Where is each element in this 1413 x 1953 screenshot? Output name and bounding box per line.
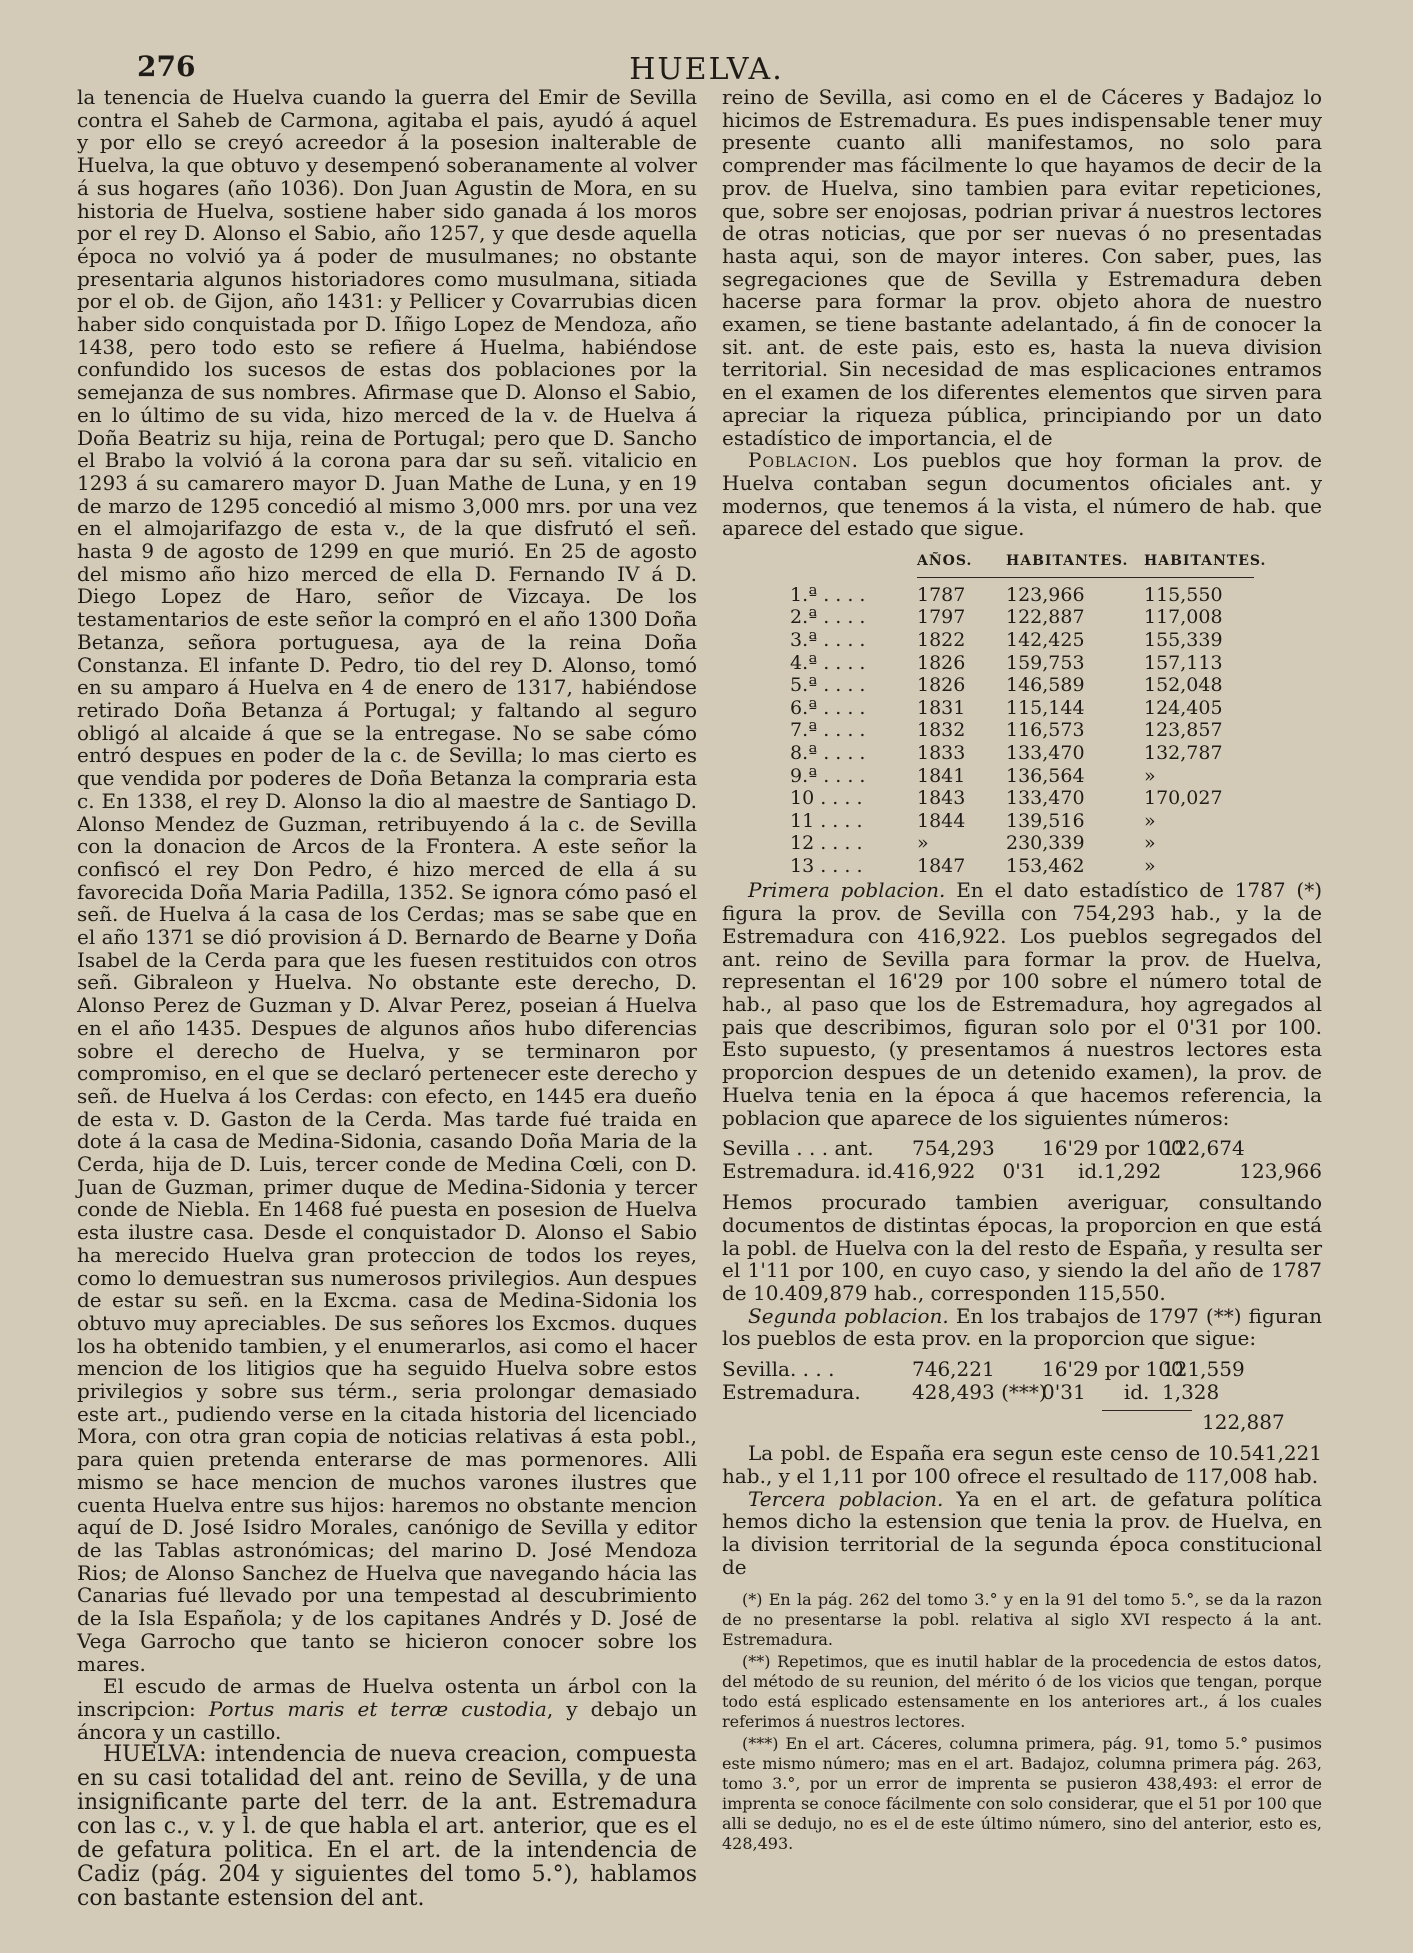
footnote: (***) En el art. Cáceres, columna primera, pág. 91, tomo 5.° pusimos este mismo número; mas en el art. Badajoz, columna primera pág. 263, tomo 3.°, por un error de imprenta se pusieron 438,493: el error de imprenta se conoce fácilmente con solo considerar, que el 51 por 100 que alli se dedujo, no es el de este último número, sino del anterior, esto es, 428,493. <box>722 1734 1322 1854</box>
footnote: (*) En la pág. 262 del tomo 3.° y en la 91 del tomo 5.°, se da la razon de no presentarse la pobl. relativa al siglo XVI respecto á la ant. Estremadura. <box>722 1590 1322 1650</box>
table-cell-year: 1831 <box>917 696 966 719</box>
right-column <box>722 86 1322 1856</box>
table-row <box>722 629 1322 652</box>
table-cell-year: 1833 <box>917 741 966 764</box>
table-cell-habitantes-2: 117,008 <box>1144 606 1223 629</box>
table-cell-habitantes-1: 153,462 <box>1006 854 1085 877</box>
calc-total-row <box>722 1411 1322 1434</box>
table-cell-habitantes-1: 133,470 <box>1006 741 1085 764</box>
table-row <box>722 584 1322 607</box>
intendencia-paragraph: HUELVA: intendencia de nueva creacion, compuesta en su casi totalidad del ant. reino de Sevilla, y de una insignificante parte del terr. de la ant. Estremadura con las c., v. y l. de que habla el art. anterior, que es el de gefatura politica. En el art. de la intendencia de Cadiz (pág. 204 y siguientes del tomo 5.°), hablamos con bastante estension del ant. <box>77 1742 697 1912</box>
population-table <box>722 550 1322 877</box>
table-cell-habitantes-1: 142,425 <box>1006 628 1085 651</box>
table-cell-habitantes-1: 122,887 <box>1006 606 1085 629</box>
table-row <box>722 832 1322 855</box>
table-cell-habitantes-1: 136,564 <box>1006 764 1085 787</box>
table-cell-year: 1787 <box>917 583 966 606</box>
table-row <box>722 652 1322 675</box>
intro-paragraph: reino de Sevilla, asi como en el de Cáceres y Badajoz lo hicimos de Estremadura. Es pues indispensable tener muy presente cuanto alli manifestamos, no solo para comprender mas fácilmente lo que hayamos de decir de la prov. de Huelva, sino tambien para evitar repeticiones, que, sobre ser enojosas, podrian privar á nuestros lectores de otras noticias, que por ser nuevas ó no presentadas hasta aqui, son de mayor interes. Con saber, pues, las segregaciones que de Sevilla y Estremadura deben hacerse para formar la prov. objeto ahora de nuestro examen, se tiene bastante adelantado, á fin de conocer la sit. ant. de este pais, esto es, hasta la nueva division territorial. Sin necesidad de mas esplicaciones entramos en el examen de los diferentes elementos que sirven para apreciar la riqueza pública, principiando por un dato estadístico de importancia, el de <box>722 85 1322 450</box>
table-cell-habitantes-1: 139,516 <box>1006 809 1085 832</box>
table-cell-habitantes-1: 230,339 <box>1006 832 1085 855</box>
header-habitantes-1: HABITANTES. <box>992 550 1124 578</box>
table-cell-habitantes-1: 133,470 <box>1006 787 1085 810</box>
segunda-paragraph: Segunda poblacion. En los trabajos de 1797 (**) figuran los pueblos de esta prov. en la proporcion que sigue: <box>722 1303 1322 1351</box>
table-cell-habitantes-2: 124,405 <box>1144 696 1223 719</box>
table-cell-year: 1843 <box>917 787 966 810</box>
calc-row: Estremadura. 428,493 (***) 0'31 id. 1,328 <box>722 1380 1220 1405</box>
calc-row: Estremadura. id. 416,922 0'31 id. 1,292 123,966 <box>722 1159 1322 1184</box>
table-cell-index: 9.ª . . . . <box>790 764 866 787</box>
proporcion-paragraph: Hemos procurado tambien averiguar, consultando documentos de distintas épocas, la proporcion en que está la pobl. de Huelva con la del resto de España, y resulta ser el 1'11 por 100, en cuyo caso, y siendo la del año de 1787 de 10.409,879 hab., corresponden 115,550. <box>722 1190 1322 1306</box>
table-cell-habitantes-1: 146,589 <box>1006 674 1085 697</box>
table-row <box>722 810 1322 833</box>
left-column <box>77 86 697 1911</box>
running-title: HUELVA. <box>629 52 784 87</box>
table-cell-index: 5.ª . . . . <box>790 674 866 697</box>
table-cell-habitantes-2: 152,048 <box>1144 674 1223 697</box>
table-row <box>722 674 1322 697</box>
table-cell-year: 1822 <box>917 628 966 651</box>
table-row <box>722 765 1322 788</box>
table-cell-habitantes-2: 157,113 <box>1144 651 1223 674</box>
table-row <box>722 742 1322 765</box>
calc-row: Sevilla. . . . 746,221 16'29 por 100 121,559 <box>722 1357 1245 1382</box>
table-row <box>722 855 1322 878</box>
table-cell-habitantes-1: 159,753 <box>1006 651 1085 674</box>
table-cell-index: 1.ª . . . . <box>790 583 866 606</box>
calc-row: Sevilla . . . ant. 754,293 16'29 por 100 122,674 <box>722 1136 1245 1161</box>
header-habitantes-2: HABITANTES. <box>1124 550 1254 578</box>
poblacion-lead: Poblacion. <box>748 448 859 473</box>
tercera-lead: Tercera poblacion. <box>748 1486 944 1511</box>
table-cell-habitantes-2: 132,787 <box>1144 741 1223 764</box>
table-row <box>722 719 1322 742</box>
primera-lead: Primera poblacion. <box>748 878 946 903</box>
table-row <box>722 697 1322 720</box>
table-cell-index: 10 . . . . <box>790 787 863 810</box>
table-body <box>722 584 1322 878</box>
table-cell-year: » <box>917 832 929 855</box>
table-cell-habitantes-1: 116,573 <box>1006 719 1085 742</box>
coat-motto: Portus maris et terræ custodia <box>208 1696 547 1721</box>
table-cell-habitantes-2: » <box>1144 809 1156 832</box>
footnotes <box>722 1590 1322 1854</box>
header-years: AÑOS. <box>917 550 992 578</box>
table-cell-habitantes-2: 115,550 <box>1144 583 1223 606</box>
table-row <box>722 787 1322 810</box>
poblacion-paragraph: Poblacion. Los pueblos que hoy forman la prov. de Huelva contaban segun documentos oficiales ant. y modernos, que tenemos á la vista, el número de hab. que aparece del estado que sigue. <box>722 448 1322 541</box>
table-cell-index: 4.ª . . . . <box>790 651 866 674</box>
table-cell-year: 1832 <box>917 719 966 742</box>
table-cell-year: 1841 <box>917 764 966 787</box>
footnote: (**) Repetimos, que es inutil hablar de la procedencia de estos datos, del método de su reunion, del mérito ó de los vicios que tengan, porque todo está esplicado estensamente en los anteriores art., á los cuales referimos á nuestros lectores. <box>722 1652 1322 1732</box>
table-cell-index: 3.ª . . . . <box>790 628 866 651</box>
table-cell-habitantes-2: » <box>1144 764 1156 787</box>
table-cell-year: 1844 <box>917 809 966 832</box>
section-lead: HUELVA <box>103 1742 200 1768</box>
table-cell-index: 12 . . . . <box>790 832 863 855</box>
history-paragraph: la tenencia de Huelva cuando la guerra del Emir de Sevilla contra el Saheb de Carmona, agitaba el pais, ayudó á aquel y por ello se creyó acreedor á la posesion inalterable de Huelva, la que obtuvo y desempenó soberanamente al volver á sus hogares (año 1036). Don Juan Agustin de Mora, en su historia de Huelva, sostiene haber sido ganada á los moros por el rey D. Alonso el Sabio, año 1257, y que desde aquella época no volvió ya á poder de musulmanes; no obstante presentaria algunos historiadores como musulmana, sitiada por el ob. de Gijon, año 1431: y Pellicer y Covarrubias dicen haber sido conquistada por D. Iñigo Lopez de Mendoza, año 1438, pero todo esto se refiere á Huelma, habiéndose confundido los sucesos de estas dos poblaciones por la semejanza de sus nombres. Afirmase que D. Alonso el Sabio, en lo último de su vida, hizo merced de la v. de Huelva á Doña Beatriz su hija, reina de Portugal; pero que D. Sancho el Brabo la volvió á la corona para dar su señ. vitalicio en 1293 á su camarero mayor D. Juan Mathe de Luna, y en 19 de marzo de 1295 concedió al mismo 3,000 mrs. por una vez en el almojarifazgo de esta v., de la que disfrutó el señ. hasta 9 de agosto de 1299 en que murió. En 25 de agosto del mismo año hizo merced de ella D. Fernando IV á D. Diego Lopez de Haro, señor de Vizcaya. De los testamentarios de este señor la compró en el año 1300 Doña Betanza, señora portuguesa, aya de la reina Doña Constanza. El infante D. Pedro, tio del rey D. Alonso, tomó en su amparo á Huelva en 4 de enero de 1317, habiéndose retirado Doña Betanza á Portugal; y faltando al seguro obligó al alcaide á que se la entregase. No se sabe cómo entró despues en poder de la c. de Sevilla; lo mas cierto es que vendida por poderes de Doña Betanza la compraria esta c. En 1338, el rey D. Alonso la dio al maestre de Santiago D. Alonso Mendez de Guzman, retribuyendo á la c. de Sevilla con la donacion de Arcos de la Frontera. A este señor la confiscó el rey Don Pedro, é hizo merced de ella á su favorecida Doña Maria Padilla, 1352. Se ignora cómo pasó el señ. de Huelva á la casa de los Cerdas; mas se sabe que en el año 1371 se dió provision á D. Bernardo de Bearne y Doña Isabel de la Cerda para que les fuesen restituidos con otros señ. Gibraleon y Huelva. No obstante este derecho, D. Alonso Perez de Guzman y D. Alvar Perez, poseian á Huelva en el año 1435. Despues de algunos años hubo diferencias sobre el derecho de Huelva, y se terminaron por compromiso, en el que se declaró pertenecer este derecho y señ. de Huelva á los Cerdas: con efecto, en 1445 era dueño de esta v. D. Gaston de la Cerda. Mas tarde fué traida en dote á la casa de Medina-Sidonia, casando Doña Maria de la Cerda, hija de D. Luis, tercer conde de Medina Cœli, con D. Juan de Guzman, primer duque de Medina-Sidonia y tercer conde de Niebla. En 1468 fué puesta en posesion de Huelva esta ilustre casa. Desde el conquistador D. Alonso el Sabio ha merecido Huelva gran proteccion de todos los reyes, como lo demuestran sus numerosos privilegios. Aun despues de estar su señ. en la Excma. casa de Medina-Sidonia los obtuvo muy apreciables. De sus señores los Excmos. duques los ha obtenido tambien, y el enumerarlos, asi como el hacer mencion de los litigios que ha seguido Huelva sobre estos privilegios y sobre sus térm., seria prolongar demasiado este art., pudiendo verse en la citada historia del licenciado Mora, con otra gran copia de noticias relativas á esta pobl., para quien pretenda enterarse de mas pormenores. Alli mismo se hace mencion de muchos varones ilustres que cuenta Huelva entre sus hijos: haremos no obstante mencion aquí de D. José Isidro Morales, canónigo de Sevilla y editor de las Tablas astronómicas; del marino D. José Mendoza Rios; de Alonso Sanchez de Huelva que navegando hácia las Canarias fué llevado por una tempestad al descubrimiento de la Isla Española; y de los capitanes Andrés y D. José de Vega Garrocho que tanto se hicieron conocer sobre los mares. <box>77 85 697 1676</box>
table-cell-index: 2.ª . . . . <box>790 606 866 629</box>
table-header <box>722 550 1322 584</box>
table-cell-index: 8.ª . . . . <box>790 741 866 764</box>
calc-1787 <box>722 1137 1322 1183</box>
segunda-lead: Segunda poblacion. <box>748 1303 949 1328</box>
table-cell-year: 1847 <box>917 854 966 877</box>
table-cell-habitantes-2: 155,339 <box>1144 628 1223 651</box>
table-cell-habitantes-2: 170,027 <box>1144 787 1223 810</box>
table-cell-index: 11 . . . . <box>790 809 863 832</box>
coat-of-arms-paragraph: El escudo de armas de Huelva ostenta un árbol con la inscripcion: Portus maris et terræ custodia, y debajo un áncora y un castillo. <box>77 1674 698 1744</box>
table-cell-index: 7.ª . . . . <box>790 719 866 742</box>
primera-paragraph: Primera poblacion. En el dato estadístico de 1787 (*) figura la prov. de Sevilla con 754,293 hab., y la de Estremadura con 416,922. Los pueblos segregados del ant. reino de Sevilla para formar la prov. de Huelva, representan el 16'29 por 100 sobre el número total de hab., al paso que los de Estremadura, hoy agregados al pais que describimos, figuran solo por el 0'31 por 100. Esto supuesto, (y presentamos á nuestros lectores esta proporcion despues de un detenido examen), la prov. de Huelva tenia en la época á que hacemos referencia, la poblacion que aparece de los siguientes números: <box>722 878 1322 1130</box>
censo-paragraph: La pobl. de España era segun este censo de 10.541,221 hab., y el 1,11 por 100 ofrece el resultado de 117,008 hab. <box>722 1441 1322 1488</box>
table-cell-habitantes-2: » <box>1144 832 1156 855</box>
table-cell-habitantes-2: » <box>1144 854 1156 877</box>
table-cell-index: 6.ª . . . . <box>790 696 866 719</box>
table-cell-year: 1797 <box>917 606 966 629</box>
table-cell-habitantes-1: 123,966 <box>1006 583 1085 606</box>
table-row <box>722 606 1322 629</box>
page-number: 276 <box>137 50 196 83</box>
table-cell-year: 1826 <box>917 674 966 697</box>
tercera-paragraph: Tercera poblacion. Ya en el art. de gefatura política hemos dicho la estension que tenia la prov. de Huelva, en la division territorial de la segunda época constitucional de <box>722 1486 1322 1579</box>
table-cell-habitantes-2: 123,857 <box>1144 719 1223 742</box>
table-cell-year: 1826 <box>917 651 966 674</box>
table-cell-index: 13 . . . . <box>790 854 863 877</box>
table-cell-habitantes-1: 115,144 <box>1006 696 1085 719</box>
calc-1797 <box>722 1358 1322 1434</box>
calc-total: 122,887 <box>1202 1410 1285 1435</box>
